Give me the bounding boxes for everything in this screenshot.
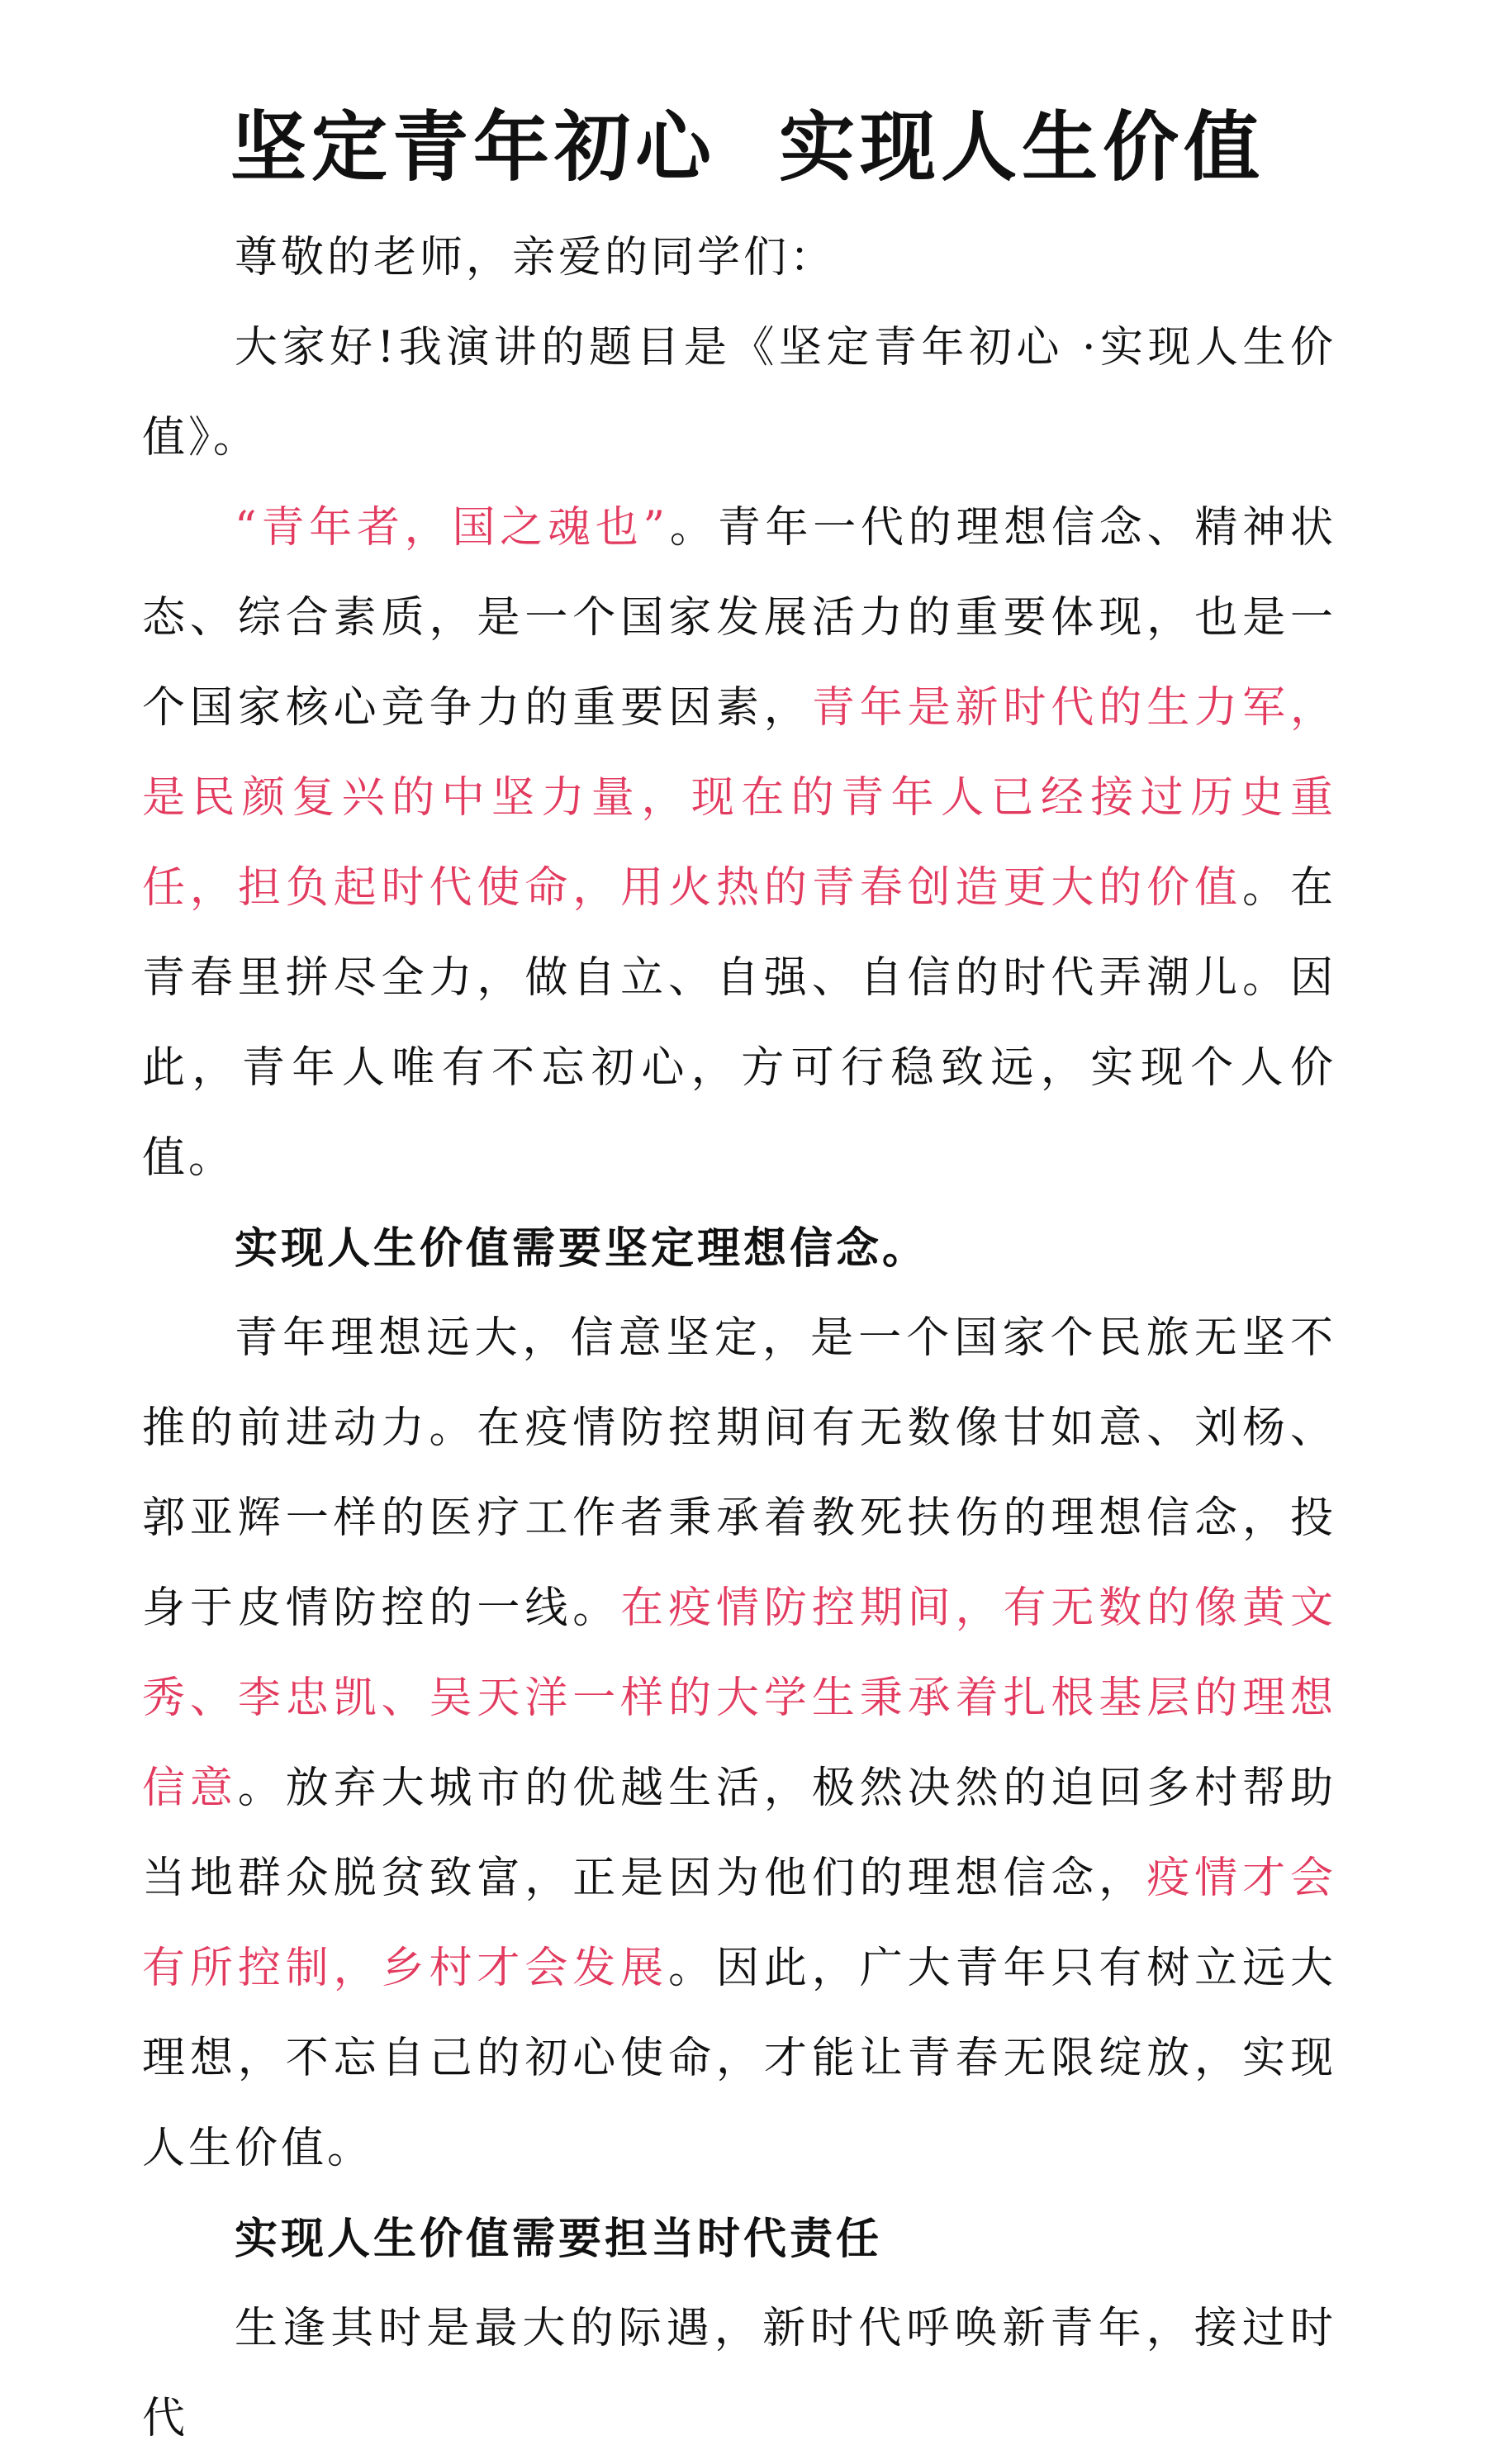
paragraph-2-text-b: 。放弃大城市的优越生活，极然决然的迫回多村帮助当地群众脱贫致富，正是因为他们的理想信念， [142,1764,1336,1903]
paragraph-1-text-b: 。在青春里拼尽全力，做自立、自强、自信的时代弄潮儿。因此，青年人唯有不忘初心，方可行稳致远，实现个人价值。 [142,863,1336,1183]
paragraph-2-text-a: 青年理想远大，信意坚定，是一个国家个民旅无坚不推的前进动力。在疫情防控期间有无数像甘如意、刘杨、郭亚辉一样的医疗工作者秉承着教死扶伤的理想信念，投身于皮情防控的一线。 [142,1313,1336,1633]
paragraph-1 [142,483,1336,1204]
paragraph-2-text-c: 。因此，广大青年只有树立远大理想，不忘自己的初心使命，才能让青春无限绽放，实现人生价值。 [142,1944,1336,2173]
paragraph-2 [142,1294,1336,2194]
document-title: 坚定青年初心 实现人生价值 [230,102,1265,192]
highlighted-sentence: 青年是新时代的生力军，是民颜复兴的中坚力量，现在的青年人已经接过历史重任，担负起时代使命，用火热的青春创造更大的价值 [142,683,1336,913]
highlighted-sentence: 疫情才会有所控制，乡村才会发展 [142,1854,1336,1993]
salutation: 尊敬的老师，亲爱的同学们： [235,233,837,282]
document-body [142,213,1336,2464]
opening-paragraph: 大家好!我演讲的题目是《坚定青年初心 ·实现人生价值》。 [142,323,1336,463]
paragraph-3: 生逢其时是最大的际遇，新时代呼唤新青年，接过时代 [142,2304,1336,2443]
highlighted-quote: “青年者，国之魂也” [235,503,669,553]
paragraph-1-text-a: 。青年一代的理想信念、精神状态、综合素质，是一个国家发展活力的重要体现，也是一个国家核心竞争力的重要因素， [142,503,1336,733]
section-heading-1: 实现人生价值需要坚定理想信念。 [235,1223,929,1274]
section-heading-2: 实现人生价值需要担当时代责任 [235,2214,883,2264]
highlighted-sentence: 在疫情防控期间，有无数的像黄文秀、李忠凯、吴天洋一样的大学生秉承着扎根基层的理想信意 [142,1583,1336,1813]
